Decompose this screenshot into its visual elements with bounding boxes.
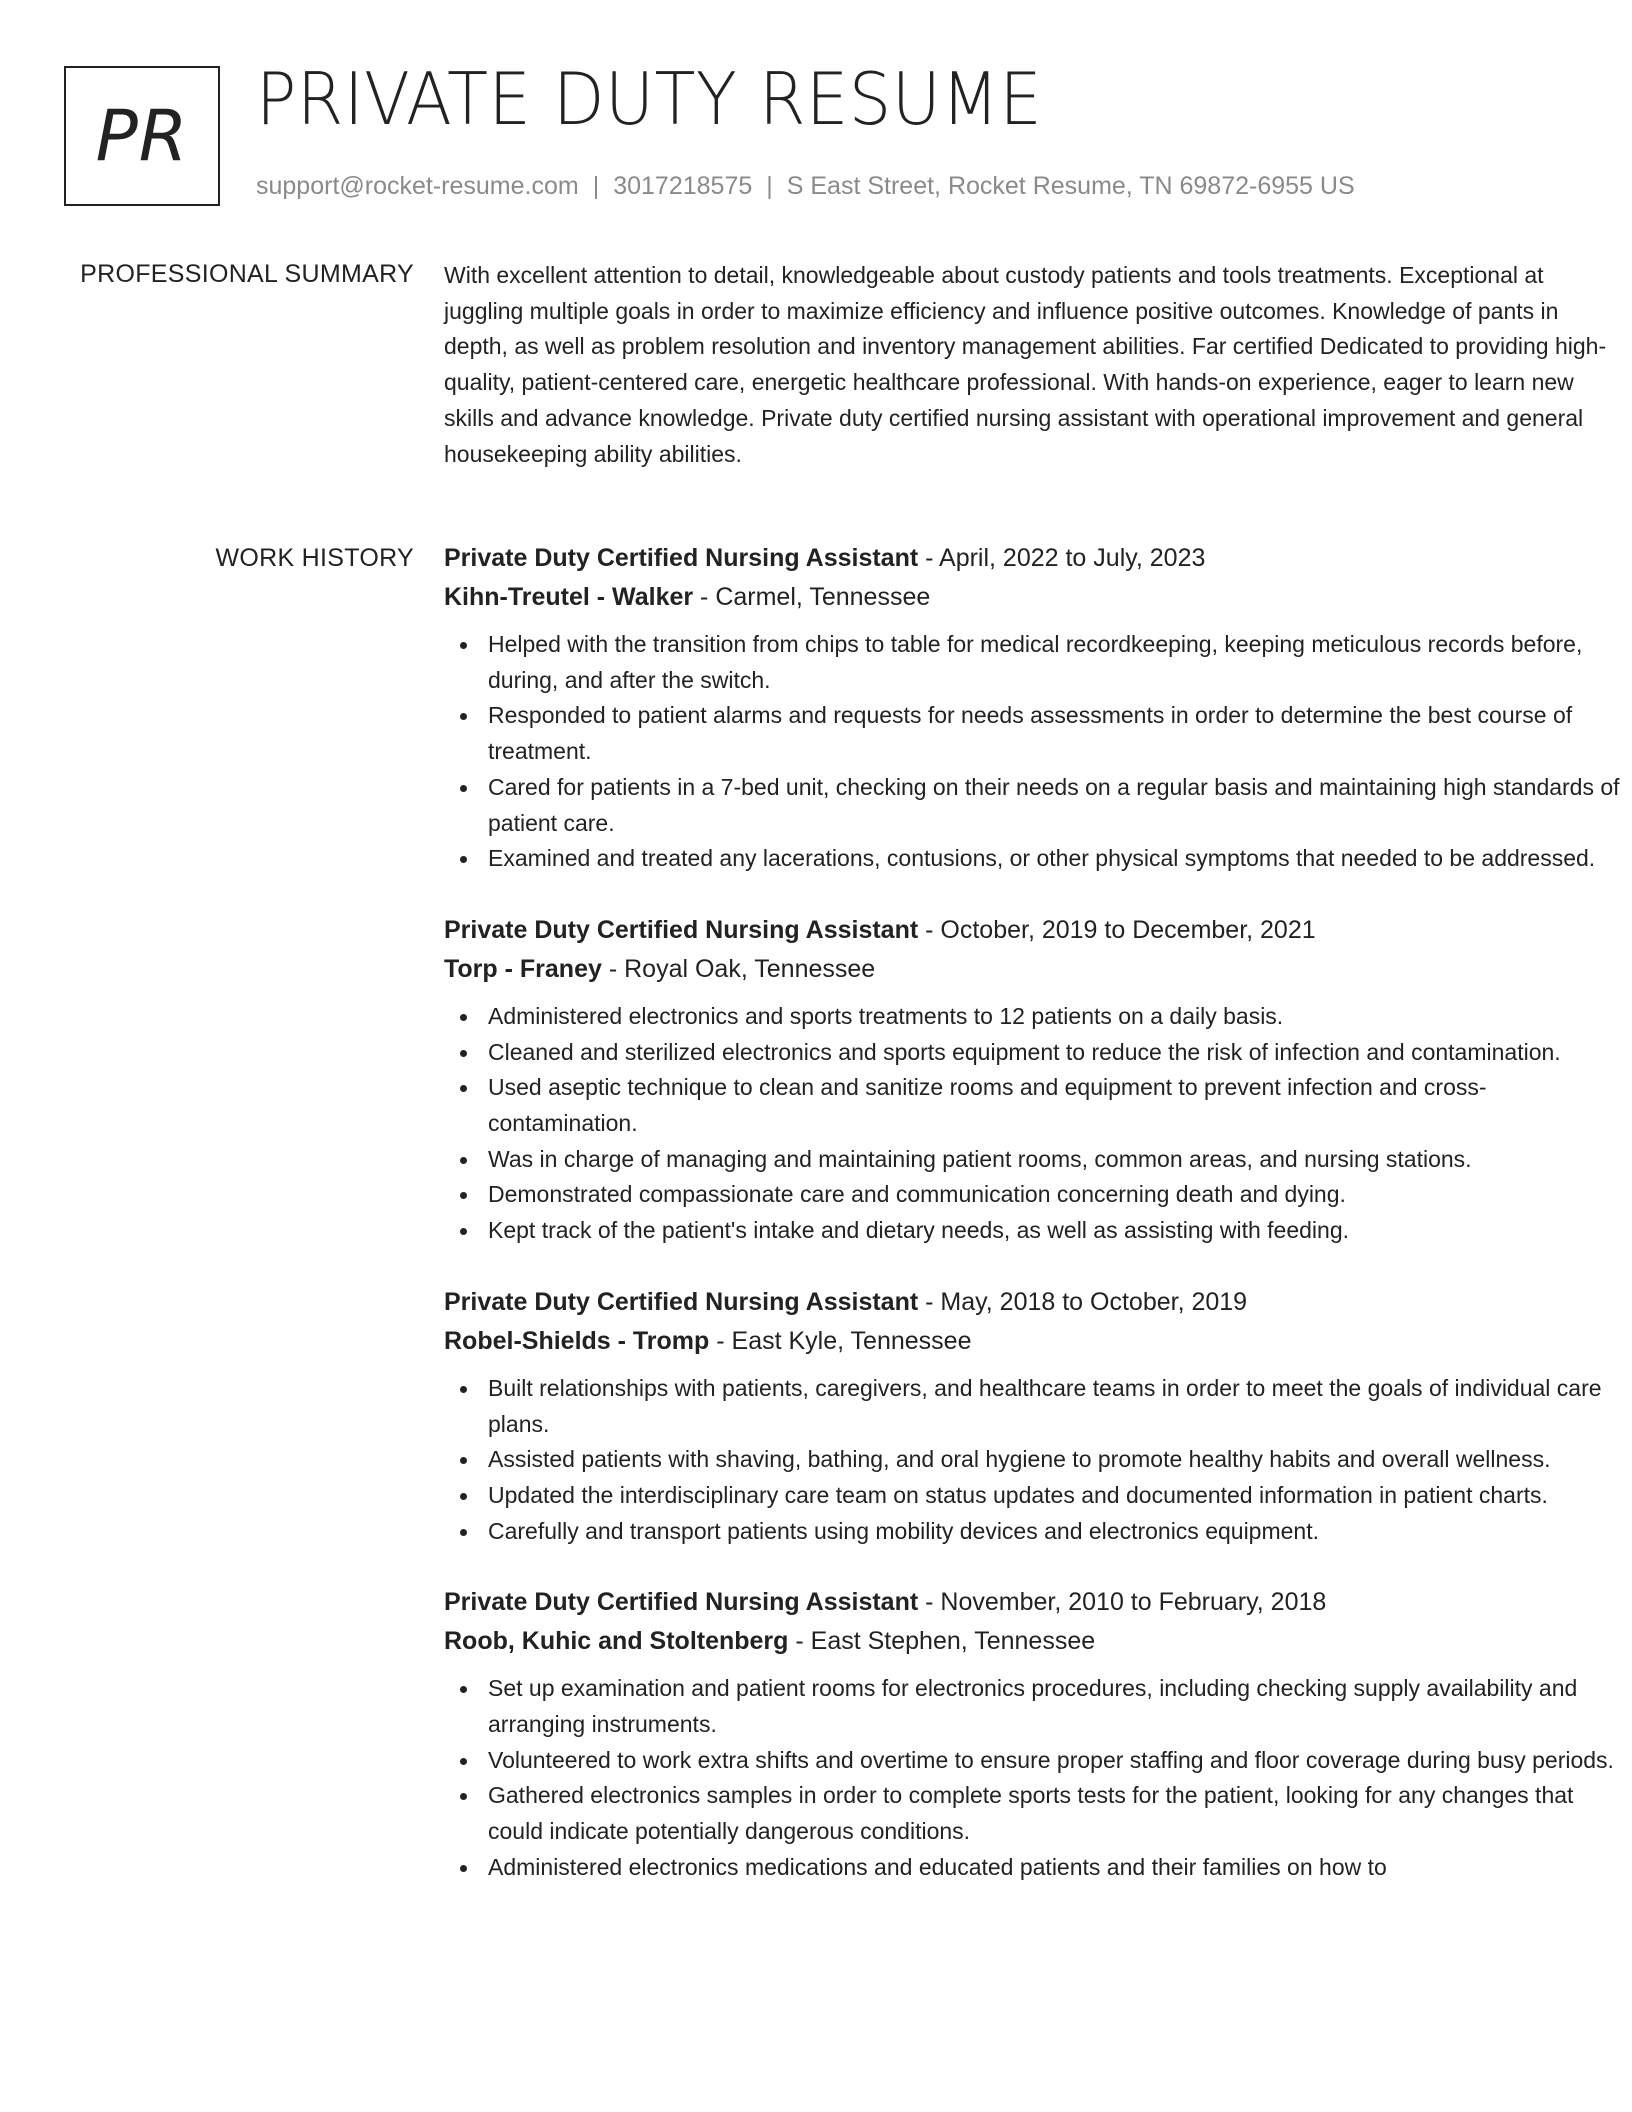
job-bullets — [444, 1371, 1624, 1550]
contact-email: support@rocket-resume.com — [256, 172, 579, 200]
contact-separator: | — [592, 172, 600, 200]
job-company: Torp - Franey — [444, 954, 602, 983]
job-title-line — [444, 1583, 1624, 1622]
job-bullet: Gathered electronics samples in order to complete sports tests for the patient, looking for any changes that could indicate potentially dangerous conditions. — [488, 1778, 1624, 1849]
job-title-line — [444, 911, 1624, 950]
job-company-line — [444, 1322, 1624, 1361]
job-dates: - October, 2019 to December, 2021 — [918, 915, 1316, 944]
job-bullets — [444, 999, 1624, 1249]
job-company: Kihn-Treutel - Walker — [444, 583, 694, 611]
job-bullets — [444, 1671, 1624, 1885]
job-dates: - May, 2018 to October, 2019 — [918, 1287, 1248, 1316]
job-location: - Royal Oak, Tennessee — [601, 954, 876, 983]
summary-heading: PROFESSIONAL SUMMARY — [80, 260, 414, 288]
job-bullet: Built relationships with patients, caregivers, and healthcare teams in order to meet the goals of individual care plans. — [488, 1371, 1624, 1442]
job-company: Robel-Shields - Tromp — [444, 1326, 710, 1355]
job-bullet: Responded to patient alarms and requests for needs assessments in order to determine the best course of treatment. — [488, 698, 1624, 769]
job-bullet: Set up examination and patient rooms for electronics procedures, including checking supply availability and arranging instruments. — [488, 1671, 1624, 1742]
summary-text: With excellent attention to detail, knowledgeable about custody patients and tools treatments. Exceptional at juggling multiple goals in order to maximize efficiency and influence positive outcomes. Knowledge of pants in depth, as well as problem resolution and inventory management abilities. Far certified Dedicated to providing high-quality, patient-centered care, energetic healthcare professional. With hands-on experience, eager to learn new skills and advance knowledge. Private duty certified nursing assistant with operational improvement and general housekeeping ability abilities. — [444, 262, 1607, 467]
job-bullet: Carefully and transport patients using mobility devices and electronics equipment. — [488, 1514, 1624, 1550]
job-title-line — [444, 539, 1624, 578]
job-bullet: Cleaned and sterilized electronics and sports equipment to reduce the risk of infection and contamination. — [488, 1035, 1624, 1071]
job-title: Private Duty Certified Nursing Assistant — [444, 544, 919, 572]
job-title: Private Duty Certified Nursing Assistant — [444, 1287, 919, 1316]
job-bullet: Was in charge of managing and maintaining patient rooms, common areas, and nursing stations. — [488, 1142, 1624, 1178]
job-location: - Carmel, Tennessee — [693, 583, 931, 611]
job-entry — [444, 1283, 1624, 1550]
job-bullet: Administered electronics and sports treatments to 12 patients on a daily basis. — [488, 999, 1624, 1035]
job-entry — [444, 1583, 1624, 1885]
job-bullet: Demonstrated compassionate care and communication concerning death and dying. — [488, 1177, 1624, 1213]
job-location: - East Stephen, Tennessee — [788, 1627, 1096, 1656]
job-title: Private Duty Certified Nursing Assistant — [444, 1588, 919, 1617]
job-company: Roob, Kuhic and Stoltenberg — [444, 1627, 789, 1656]
work-history-heading: WORK HISTORY — [215, 544, 414, 572]
job-bullet: Assisted patients with shaving, bathing, and oral hygiene to promote healthy habits and overall wellness. — [488, 1442, 1624, 1478]
job-entry — [444, 911, 1624, 1249]
job-bullet: Administered electronics medications and educated patients and their families on how to — [488, 1850, 1624, 1886]
contact-separator: | — [766, 172, 773, 200]
job-title: Private Duty Certified Nursing Assistant — [444, 915, 919, 944]
summary-body — [444, 258, 1624, 472]
job-bullets — [444, 627, 1624, 877]
job-bullet: Volunteered to work extra shifts and overtime to ensure proper staffing and floor coverage during busy periods. — [488, 1743, 1624, 1779]
job-bullet: Kept track of the patient's intake and dietary needs, as well as assisting with feeding. — [488, 1213, 1624, 1249]
job-bullet: Used aseptic technique to clean and sanitize rooms and equipment to prevent infection and cross-contamination. — [488, 1070, 1624, 1141]
contact-address: S East Street, Rocket Resume, TN 69872-6955 US — [786, 172, 1355, 200]
job-company-line — [444, 950, 1624, 989]
job-dates: - April, 2022 to July, 2023 — [918, 544, 1206, 572]
job-dates: - November, 2010 to February, 2018 — [918, 1588, 1327, 1617]
job-bullet: Updated the interdisciplinary care team on status updates and documented information in patient charts. — [488, 1478, 1624, 1514]
monogram-box — [64, 66, 220, 206]
job-bullet: Examined and treated any lacerations, contusions, or other physical symptoms that needed to be addressed. — [488, 841, 1624, 877]
job-title-line — [444, 1283, 1624, 1322]
work-history-body — [444, 539, 1624, 1920]
job-entry — [444, 539, 1624, 877]
job-bullet: Helped with the transition from chips to table for medical recordkeeping, keeping meticulous records before, during, and after the switch. — [488, 627, 1624, 698]
page-title: PRIVATE DUTY RESUME — [256, 57, 1043, 141]
job-company-line — [444, 578, 1624, 617]
job-location: - East Kyle, Tennessee — [709, 1326, 972, 1355]
monogram-initials: PR — [95, 95, 189, 177]
resume-header — [64, 57, 1564, 216]
contact-line — [256, 172, 1355, 201]
job-bullet: Cared for patients in a 7-bed unit, checking on their needs on a regular basis and maintaining high standards of patient care. — [488, 770, 1624, 841]
job-company-line — [444, 1622, 1624, 1661]
contact-phone: 3017218575 — [613, 172, 753, 200]
